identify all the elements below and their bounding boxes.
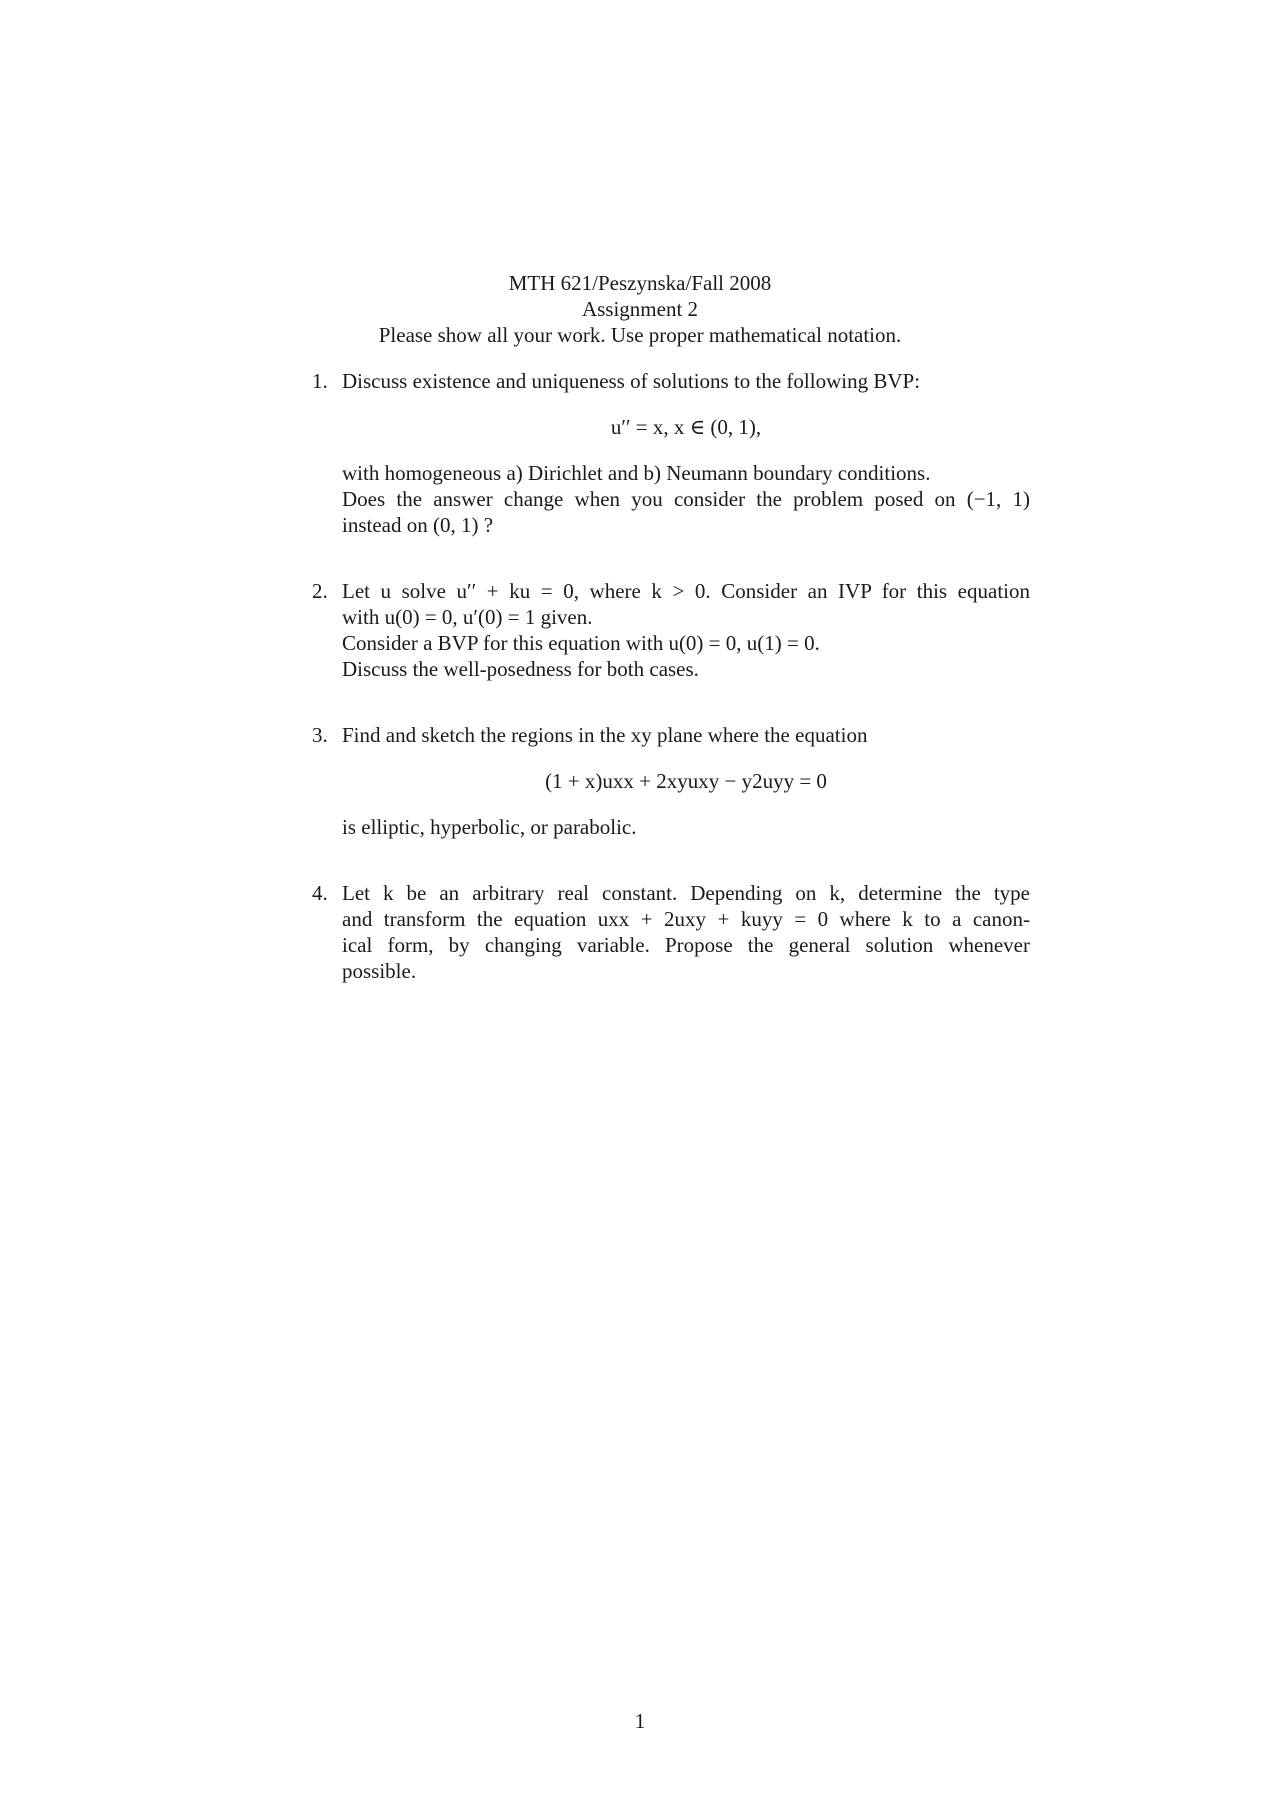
assignment-title: Assignment 2 xyxy=(581,297,699,321)
problem-text-line: Does the answer change when you consider the problem posed on (−1, 1) xyxy=(342,487,1030,511)
problem-text-line: Let k be an arbitrary real constant. Depending on k, determine the type xyxy=(342,881,1030,905)
problem-text-line: Consider a BVP for this equation with u(0) = 0, u(1) = 0. xyxy=(342,631,820,655)
problem-number: 2. xyxy=(312,579,328,603)
equation: u′′ = x, x ∈ (0, 1), xyxy=(610,415,762,439)
problem-text-line: Find and sketch the regions in the xy plane where the equation xyxy=(342,723,868,747)
document-header xyxy=(0,270,1280,348)
problem-text-line: with homogeneous a) Dirichlet and b) Neumann boundary conditions. xyxy=(342,461,931,485)
problem-text-line: Discuss the well-posedness for both cases. xyxy=(342,657,699,681)
problem-4 xyxy=(312,880,1030,984)
instructions-line: Please show all your work. Use proper mathematical notation. xyxy=(378,323,902,347)
problem-text-line: instead on (0, 1) ? xyxy=(342,513,494,537)
problem-2 xyxy=(312,578,1030,682)
problem-text-line: and transform the equation uxx + 2uxy + kuyy = 0 where k to a canon- xyxy=(342,907,1030,931)
problem-number: 3. xyxy=(312,723,328,747)
problem-1 xyxy=(312,368,1030,538)
course-line: MTH 621/Peszynska/Fall 2008 xyxy=(508,271,772,295)
problem-text-line: with u(0) = 0, u′(0) = 1 given. xyxy=(342,605,593,629)
problem-number: 4. xyxy=(312,881,328,905)
problem-text-line: Discuss existence and uniqueness of solutions to the following BVP: xyxy=(342,369,921,393)
problem-text-line: Let u solve u′′ + ku = 0, where k > 0. Consider an IVP for this equation xyxy=(342,579,1030,603)
equation: (1 + x)uxx + 2xyuxy − y2uyy = 0 xyxy=(545,769,827,793)
page-number: 1 xyxy=(634,1709,646,1733)
problem-text-line: is elliptic, hyperbolic, or parabolic. xyxy=(342,815,637,839)
problem-number: 1. xyxy=(312,369,328,393)
problem-3 xyxy=(312,722,1030,840)
problem-text-line: possible. xyxy=(342,959,417,983)
problem-list xyxy=(312,368,1030,1012)
problem-text-line: ical form, by changing variable. Propose the general solution whenever xyxy=(342,933,1030,957)
